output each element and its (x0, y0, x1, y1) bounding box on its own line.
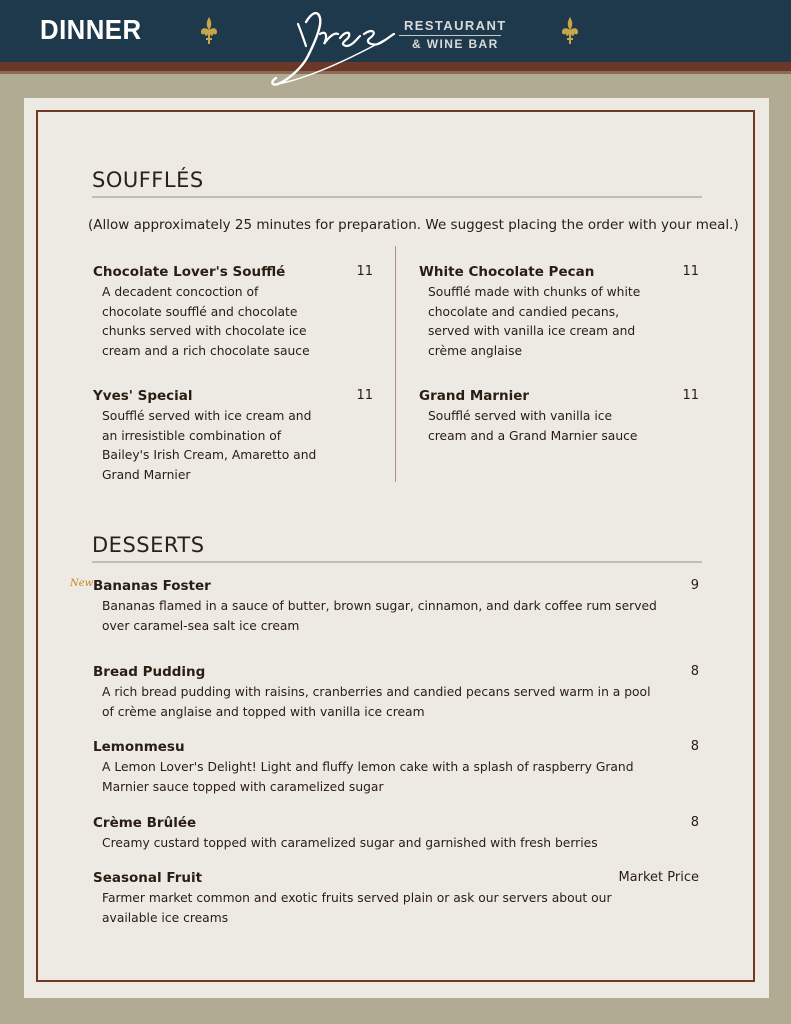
item-description: A decadent concoction of chocolate soufflé and chocolate chunks served with chocolate ice cream and a rich chocolate sauce (102, 285, 310, 358)
menu-item (93, 870, 699, 928)
item-description: A rich bread pudding with raisins, cranberries and candied pecans served warm in a pool of crème anglaise and topped with vanilla ice cream (102, 685, 651, 719)
item-description: Soufflé served with vanilla ice cream and a Grand Marnier sauce (428, 409, 638, 443)
item-price: Market Price (618, 870, 699, 885)
yves-logo (268, 4, 408, 92)
item-price: 11 (682, 264, 699, 279)
item-price: 8 (690, 815, 699, 830)
item-price: 11 (356, 264, 373, 279)
menu-item (93, 815, 699, 854)
item-name: Bread Pudding (93, 664, 206, 680)
item-description: Farmer market common and exotic fruits served plain or ask our servers about our available ice creams (102, 891, 612, 925)
menu-item (93, 388, 373, 485)
column-divider (395, 246, 396, 482)
item-description: Soufflé served with ice cream and an irresistible combination of Bailey's Irish Cream, Amaretto and Grand Marnier (102, 409, 317, 482)
item-name: Chocolate Lover's Soufflé (93, 264, 286, 280)
menu-item (93, 578, 699, 636)
item-price: 11 (682, 388, 699, 403)
menu-item (419, 264, 699, 361)
restaurant-label: RESTAURANT (404, 18, 507, 33)
item-name: Bananas Foster (93, 578, 211, 594)
item-price: 8 (690, 664, 699, 679)
menu-item (93, 664, 699, 722)
item-name: White Chocolate Pecan (419, 264, 595, 280)
item-price: 9 (690, 578, 699, 593)
fleur-de-lis-icon (199, 16, 219, 46)
item-price: 8 (690, 739, 699, 754)
new-badge: New (70, 578, 94, 589)
item-name: Lemonmesu (93, 739, 185, 755)
item-name: Crème Brûlée (93, 815, 197, 831)
item-name: Seasonal Fruit (93, 870, 203, 886)
header-rule (399, 35, 501, 36)
item-description: A Lemon Lover's Delight! Light and fluffy lemon cake with a splash of raspberry Grand Marnier sauce topped with caramelized sugar (102, 760, 634, 794)
menu-item (93, 264, 373, 361)
desserts-title: DESSERTS (92, 533, 702, 563)
item-name: Grand Marnier (419, 388, 530, 404)
souffles-title: SOUFFLÉS (92, 168, 702, 198)
menu-item (93, 739, 699, 797)
item-price: 11 (356, 388, 373, 403)
item-description: Creamy custard topped with caramelized sugar and garnished with fresh berries (102, 836, 598, 850)
item-name: Yves' Special (93, 388, 193, 404)
item-description: Bananas flamed in a sauce of butter, brown sugar, cinnamon, and dark coffee rum served over caramel-sea salt ice cream (102, 599, 657, 633)
menu-page (24, 98, 769, 998)
fleur-de-lis-icon (560, 16, 580, 46)
wine-bar-label: & WINE BAR (412, 37, 499, 51)
menu-item (419, 388, 699, 446)
preparation-note: (Allow approximately 25 minutes for preparation. We suggest placing the order with your meal.) (88, 217, 739, 233)
menu-section-label: DINNER (40, 14, 142, 45)
item-description: Soufflé made with chunks of white chocolate and candied pecans, served with vanilla ice cream and crème anglaise (428, 285, 641, 358)
